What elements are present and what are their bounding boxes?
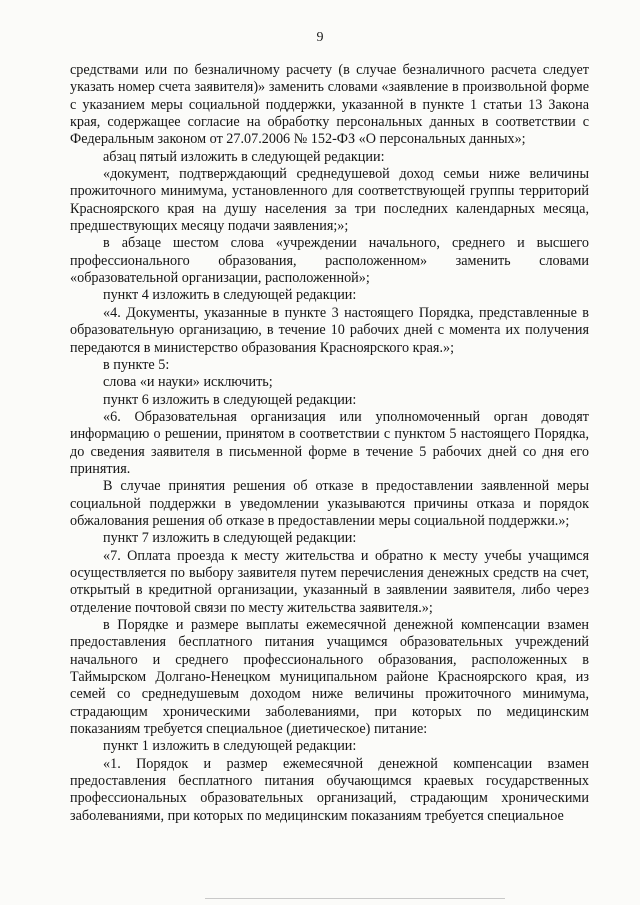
document-body	[70, 62, 589, 825]
paragraph-2: абзац пятый изложить в следующей редакции:	[103, 148, 385, 165]
paragraph-14: в Порядке и размере выплаты ежемесячной денежной компенсации взамен предоставления бесплатного питания учащимся образовательных учреждений начального и среднего профессионального образования, расположенных в Таймырском Долгано-Ненецком муниципальном районе Красноярского края, из семей со среднедушевым доходом ниже величины прожиточного минимума, страдающим хроническими заболеваниями, при которых по медицинским показаниям требуется специальное (диетическое) питание:	[70, 617, 589, 738]
paragraph-1: средствами или по безналичному расчету (в случае безналичного расчета следует указать номер счета заявителя)» заменить словами «заявление в произвольной форме с указанием меры социальной поддержки, указанной в пункте 1 статьи 13 Закона края, содержащее согласие на обработку персональных данных в соответствии с Федеральным законом от 27.07.2006 № 152-ФЗ «О персональных данных»;	[70, 62, 589, 148]
paragraph-8: слова «и науки» исключить;	[103, 374, 273, 391]
paragraph-5: пункт 4 изложить в следующей редакции:	[103, 287, 357, 304]
paragraph-7: в пункте 5:	[103, 356, 170, 373]
page-number: 9	[316, 30, 324, 45]
paragraph-6: «4. Документы, указанные в пункте 3 настоящего Порядка, представленные в образовательную организацию, в течение 10 рабочих дней с момента их получения передаются в министерство образования Красноярского края.»;	[70, 304, 589, 356]
paragraph-15: пункт 1 изложить в следующей редакции:	[103, 738, 357, 755]
page-bottom-scan-line	[205, 898, 505, 899]
paragraph-10: «6. Образовательная организация или уполномоченный орган доводят информацию о решении, принятом в соответствии с пунктом 5 настоящего Порядка, до сведения заявителя в письменной форме в течение 5 рабочих дней со дня его принятия.	[70, 408, 589, 477]
paragraph-13: «7. Оплата проезда к месту жительства и обратно к месту учебы учащимся осуществляется по выбору заявителя путем перечисления денежных средств на счет, открытый в кредитной организации, указанный в заявлении заявителя, либо через отделение почтовой связи по месту жительства заявителя.»;	[70, 547, 589, 616]
paragraph-12: пункт 7 изложить в следующей редакции:	[103, 530, 357, 547]
paragraph-9: пункт 6 изложить в следующей редакции:	[103, 391, 357, 408]
paragraph-16: «1. Порядок и размер ежемесячной денежной компенсации взамен предоставления бесплатного питания обучающимся краевых государственных профессиональных образовательных организаций, страдающим хроническими заболеваниями, при которых по медицинским показаниям требуется специальное	[70, 755, 589, 824]
paragraph-4: в абзаце шестом слова «учреждении начального, среднего и высшего профессионального образования, расположенном» заменить словами «образовательной организации, расположенной»;	[70, 235, 589, 287]
paragraph-3: «документ, подтверждающий среднедушевой доход семьи ниже величины прожиточного минимума, установленного для соответствующей группы территорий Красноярского края на душу населения за три последних календарных месяца, предшествующих месяцу подачи заявления;»;	[70, 166, 589, 235]
paragraph-11: В случае принятия решения об отказе в предоставлении заявленной меры социальной поддержки в уведомлении указываются причины отказа и порядок обжалования решения об отказе в предоставлении меры социальной поддержки.»;	[70, 478, 589, 529]
